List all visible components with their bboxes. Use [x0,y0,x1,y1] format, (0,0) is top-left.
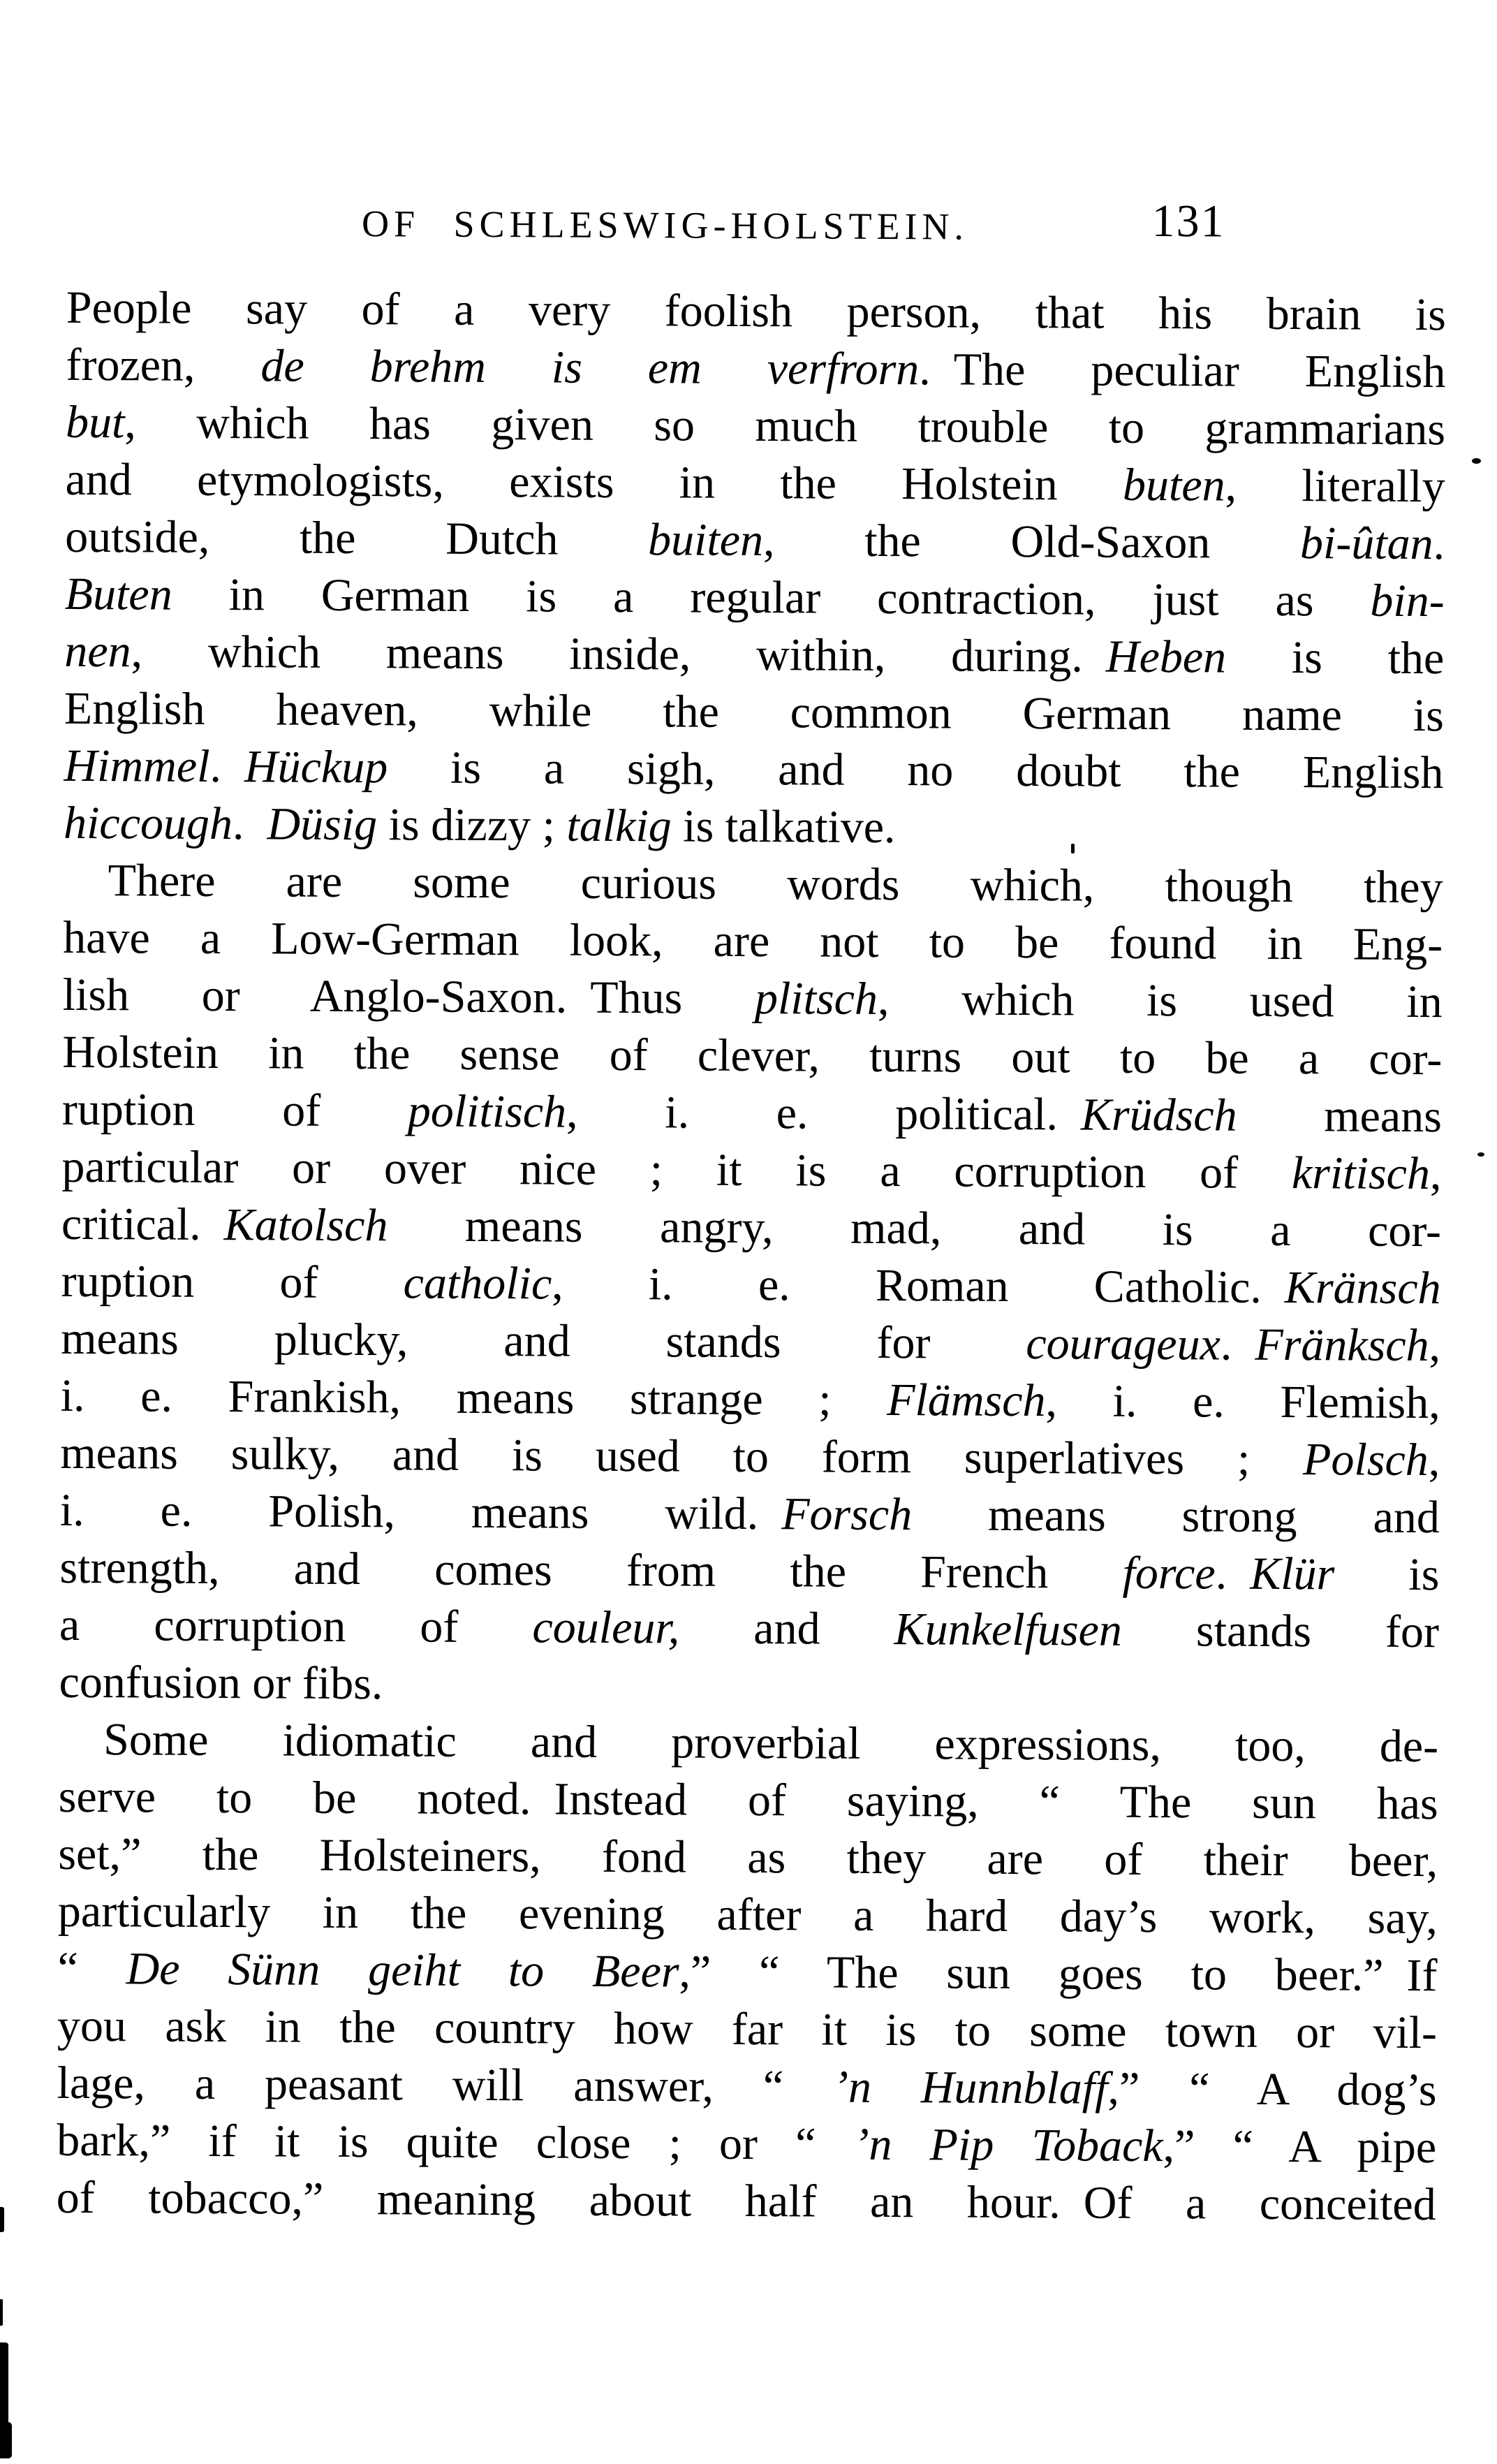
italic-term: politisch [407,1085,567,1138]
text-line [57,2169,1436,2234]
italic-term: force [1122,1547,1216,1599]
italic-term: Flämsch [887,1374,1046,1427]
scan-artifact [1071,844,1075,853]
text-line [61,1310,1440,1374]
italic-term: Hückup [244,741,388,793]
text-line [65,566,1445,630]
text-segment: People say of a very foolish person, that his brain is [66,281,1447,341]
text-line [66,279,1446,344]
italic-term: Polsch [1302,1434,1429,1486]
page-number: 131 [1151,196,1225,247]
text-segment: , the Old-Saxon [762,515,1301,569]
text-line [59,1539,1439,1604]
text-segment: and [679,1602,894,1655]
text-segment: There are some curious words which, though they [108,855,1443,914]
text-segment: bark,” if it is quite close ; or “ [56,2114,854,2170]
italic-term: but [65,396,125,448]
text-segment: lage, a peasant will answer, “ [57,2057,834,2113]
scan-artifact [0,2207,4,2232]
text-segment: means plucky, and stands for [60,1312,1026,1370]
italic-term: Katolsch [223,1199,388,1252]
text-segment: is dizzy ; [376,799,567,851]
text-segment: in German is a regular contraction, just as [172,569,1371,626]
text-segment: ,” “ The sun goes to beer.” If [679,1946,1438,2002]
text-segment: ,” “ A dog’s [1107,2062,1437,2116]
paragraph [64,279,1446,859]
text-segment: of tobacco,” meaning about half an hour. Of a conceited [56,2171,1436,2231]
text-segment: outside, the Dutch [65,511,649,566]
text-segment: have a Low-German look, are not to be found in Eng- [63,911,1443,971]
italic-term: Klür [1250,1548,1335,1600]
running-header-title: OF SCHLESWIG-HOLSTEIN. [361,203,969,248]
text-line [61,1196,1441,1260]
text-line [59,1654,1438,1718]
italic-term: Düsig [267,798,378,851]
text-segment: and etymologists, exists in the Holstein [65,453,1123,511]
scan-artifact [0,2342,8,2435]
text-segment: i. e. Frankish, means strange ; [60,1370,887,1426]
italic-term: Fränksch [1255,1319,1429,1372]
text-segment: serve to be noted. Instead of saying, “ The sun has [58,1770,1438,1830]
text-line [64,680,1444,745]
text-line [57,1940,1437,2004]
text-segment: means angry, mad, and is a cor- [388,1200,1442,1257]
text-segment: set,” the Holsteiners, fond as they are of their beer, [58,1828,1438,1887]
text-segment: particularly in the evening after a hard day’s work, say, [57,1885,1438,1944]
text-segment: “ [57,1942,126,1995]
italic-term: Kunkelfusen [894,1604,1123,1656]
text-segment: means strong and [912,1489,1440,1543]
paragraph [57,1711,1439,2234]
text-line [63,909,1443,974]
italic-term: de brehm is em verfrorn [260,340,920,395]
text-line [60,1425,1440,1489]
text-segment: . [1433,518,1445,570]
text-segment: . [1215,1548,1251,1599]
italic-term: ’n Pip Toback [853,2118,1163,2172]
italic-term: Heben [1105,631,1227,683]
text-segment: . [232,798,267,850]
text-line [63,967,1443,1031]
text-segment: , which means inside, within, during. [131,626,1107,682]
text-segment: a corruption of [59,1599,533,1653]
text-segment: you ask in the country how far it is to some town or vil- [57,2000,1438,2059]
text-line [66,394,1445,458]
italic-term: Buten [64,568,172,620]
text-segment: . The peculiar English [919,344,1446,398]
text-line [62,1024,1442,1088]
italic-term: bin- [1370,575,1445,627]
text-line [60,1482,1440,1546]
text-segment: is a sigh, and no doubt the English [388,742,1444,799]
text-line [64,738,1443,802]
text-segment: , [1429,1148,1442,1200]
text-segment: ,” “ A pipe [1163,2120,1437,2173]
text-segment: Holstein in the sense of clever, turns out to be a cor- [62,1026,1443,1085]
text-segment: . [1220,1319,1255,1370]
italic-term: ’n Hunnblaff [832,2061,1108,2114]
text-segment: means [1237,1090,1443,1143]
text-line [58,1883,1438,1947]
text-line [63,852,1443,916]
italic-term: Kränsch [1284,1262,1441,1314]
text-segment: means sulky, and is used to form superlatives ; [60,1427,1304,1486]
text-segment: strength, and comes from the French [59,1541,1123,1599]
text-segment: , which is used in [877,973,1443,1028]
text-segment: , [1428,1435,1440,1486]
text-segment: i. e. Polish, means wild. [59,1484,782,1540]
text-line [62,1081,1442,1145]
text-segment: frozen, [66,339,261,392]
text-segment: , i. e. Flemish, [1045,1375,1440,1429]
text-line [64,623,1444,687]
scan-artifact [1477,1152,1484,1157]
text-segment: Some idiomatic and proverbial expressions, too, de- [103,1714,1439,1773]
text-line [66,337,1445,401]
text-segment: ruption of [61,1083,408,1137]
italic-term: bi-ûtan [1299,518,1433,570]
text-segment: particular or over nice ; it is a corruption of [61,1141,1292,1199]
text-line [57,1997,1437,2062]
italic-term: De Sünn geiht to Beer [126,1943,679,1997]
text-line [61,1138,1441,1203]
scan-artifact [1472,458,1481,464]
scan-artifact [0,2422,12,2458]
text-segment: stands for [1121,1604,1440,1658]
italic-term: couleur, [532,1601,680,1654]
italic-term: courageux [1026,1318,1221,1370]
text-segment: , literally [1225,460,1445,513]
text-line [58,1826,1438,1890]
text-segment: , which has given so much trouble to grammarians [124,397,1446,455]
text-segment: English heaven, while the common German name is [64,682,1445,742]
text-segment: confusion or fibs. [59,1656,383,1710]
text-line [59,1768,1438,1833]
italic-term: plitsch [754,973,878,1025]
italic-term: catholic [403,1257,552,1310]
text-segment: ruption of [61,1255,404,1309]
text-line [57,2055,1436,2119]
text-segment: is talkative. [671,800,896,853]
text-line [59,1711,1438,1775]
paragraph [59,852,1443,1718]
text-segment: , [1429,1320,1441,1372]
italic-term: hiccough [63,797,233,850]
italic-term: Himmel [64,740,210,792]
text-line [61,1253,1440,1317]
text-line [64,795,1443,859]
italic-term: talkig [566,800,672,852]
italic-term: kritisch [1291,1147,1431,1200]
text-segment: critical. [61,1198,224,1251]
scan-artifact [0,2299,3,2326]
text-segment: , i. e. political. [566,1086,1082,1141]
italic-term: buiten [647,514,764,566]
italic-term: Forsch [781,1488,913,1541]
text-line [61,1367,1440,1432]
text-line [65,451,1445,515]
text-segment: lish or Anglo-Saxon. Thus [62,969,755,1025]
text-segment: is the [1225,631,1445,684]
text-segment: is [1334,1548,1440,1601]
italic-term: Krüdsch [1080,1089,1237,1141]
text-line [59,1597,1439,1661]
italic-term: nen [64,625,131,677]
italic-term: buten [1122,459,1225,511]
text-line [57,2112,1436,2176]
text-segment: , i. e. Roman Catholic. [552,1258,1285,1314]
text-segment: . [209,740,245,793]
body-text [57,279,1447,2234]
text-line [65,508,1445,573]
